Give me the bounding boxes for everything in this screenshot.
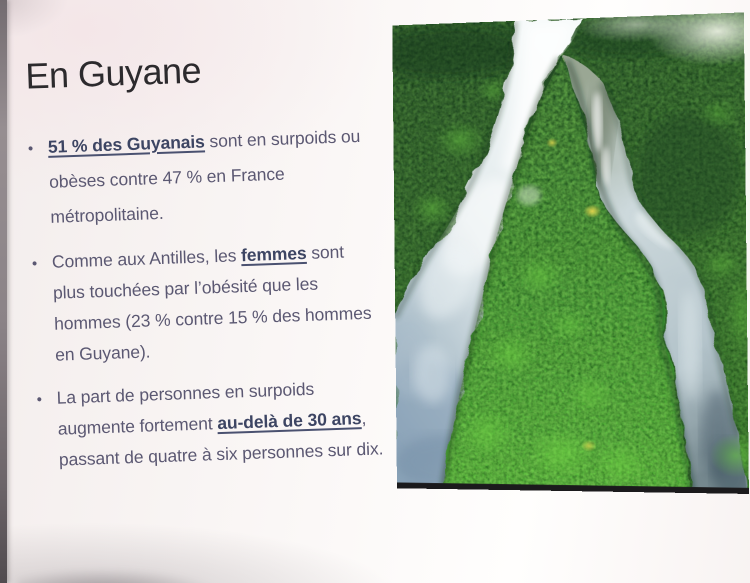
bullet-1-text <box>47 118 402 235</box>
body-text: , <box>361 407 367 429</box>
slide-text-column <box>25 44 411 477</box>
text-line: en Guyane). <box>54 341 151 365</box>
highlight-text: au-delà de 30 ans <box>216 408 362 434</box>
bottom-left-shadow <box>18 555 318 583</box>
text-line: hommes (23 % contre 15 % des hommes <box>53 302 372 334</box>
text-line: métropolitaine. <box>50 202 164 227</box>
text-line: plus touchées par l’obésité que les <box>52 273 319 303</box>
body-text: augmente fortement <box>57 413 218 439</box>
highlight-text: femmes <box>240 242 307 266</box>
screen-left-edge <box>0 0 7 583</box>
highlight-text: 51 % des Guyanais <box>47 131 206 157</box>
bullet-item-2 <box>31 235 407 372</box>
bullet-3-text <box>56 370 411 475</box>
bullet-item-3 <box>36 370 411 476</box>
bullet-2-text <box>51 235 407 371</box>
body-text: sont en surpoids ou <box>204 125 361 152</box>
bullet-marker: • <box>31 255 38 273</box>
bullet-marker: • <box>36 391 43 409</box>
text-line: passant de quatre à six personnes sur dix. <box>58 438 384 470</box>
body-text: Comme aux Antilles, les <box>51 245 242 272</box>
bullet-item-1 <box>27 118 402 236</box>
text-line: obèses contre 47 % en France <box>48 163 285 192</box>
body-text: sont <box>306 241 345 263</box>
slide-title: En Guyane <box>24 49 202 97</box>
text-line: La part de personnes en surpoids <box>56 378 315 408</box>
rainforest-photo <box>392 12 749 494</box>
bullet-marker: • <box>27 140 34 158</box>
rainforest-photo-canvas <box>392 12 749 494</box>
bullet-list <box>27 118 411 477</box>
